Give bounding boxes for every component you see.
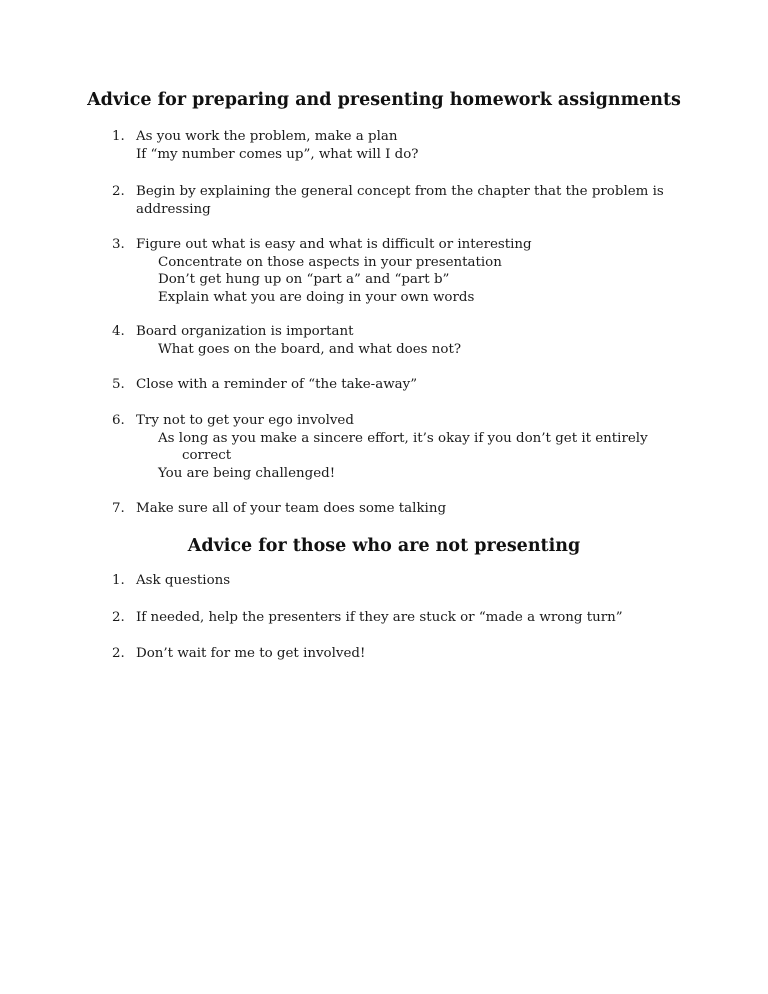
item-text: As you work the problem, make a plan <box>136 129 398 144</box>
item-text: Try not to get your ego involved <box>136 413 354 428</box>
item-text: Don’t wait for me to get involved! <box>136 646 366 661</box>
list-item <box>112 128 672 163</box>
list-item <box>112 572 672 590</box>
list-item <box>112 609 672 627</box>
list-number: 3. <box>112 237 125 252</box>
list-item <box>112 376 672 394</box>
item-text: Close with a reminder of “the take-away” <box>136 377 418 392</box>
list-number: 2. <box>112 610 125 625</box>
item-text: Begin by explaining the general concept from the chapter that the problem is addressing <box>136 184 664 217</box>
sub-item: Concentrate on those aspects in your presentation <box>158 254 502 270</box>
list-number: 1. <box>112 573 125 588</box>
sub-item: As long as you make a sincere effort, it’s okay if you don’t get it entirely <box>158 430 648 446</box>
section-2-title: Advice for those who are not presenting <box>187 536 581 556</box>
item-text-secondary: If “my number comes up”, what will I do? <box>136 146 419 162</box>
list-number: 6. <box>112 413 125 428</box>
list-item <box>112 412 672 482</box>
item-text: If needed, help the presenters if they are stuck or “made a wrong turn” <box>136 610 623 625</box>
list-item <box>112 183 672 218</box>
list-number: 2. <box>112 184 125 199</box>
list-item <box>112 323 672 358</box>
item-text: Ask questions <box>136 573 231 588</box>
item-text: Board organization is important <box>136 324 354 339</box>
list-number: 4. <box>112 324 125 339</box>
list-number: 5. <box>112 377 125 392</box>
list-number: 7. <box>112 501 125 516</box>
sub-item: You are being challenged! <box>158 465 336 481</box>
item-text: Figure out what is easy and what is difficult or interesting <box>136 237 532 252</box>
section-1-title: Advice for preparing and presenting homework assignments <box>87 90 681 110</box>
list-number: 1. <box>112 129 125 144</box>
sub-item: Don’t get hung up on “part a” and “part b” <box>158 272 450 287</box>
list-number: 2. <box>112 646 125 661</box>
list-item <box>112 645 672 663</box>
sub-item-continuation: correct <box>182 448 232 463</box>
list-item <box>112 500 672 518</box>
item-text: Make sure all of your team does some talking <box>136 501 447 516</box>
list-item <box>112 236 672 306</box>
sub-item: Explain what you are doing in your own words <box>158 289 475 305</box>
sub-item: What goes on the board, and what does not? <box>158 341 462 357</box>
